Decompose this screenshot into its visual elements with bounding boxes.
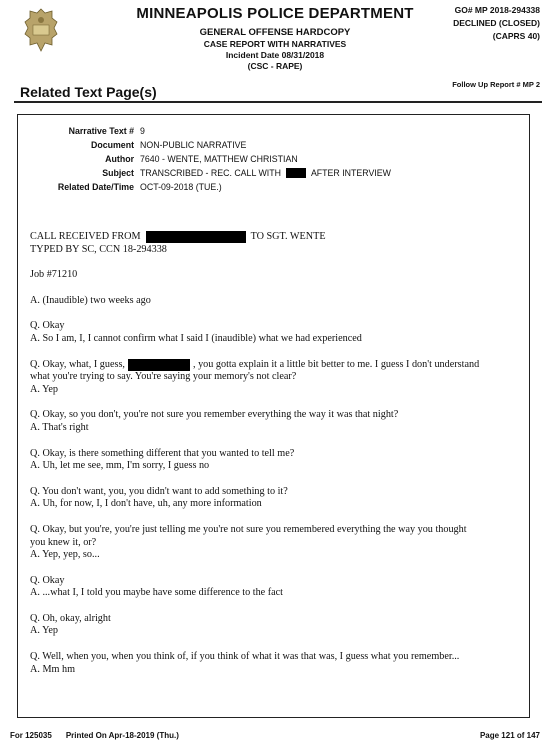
question-line: Q. Okay, is there something different that you wanted to tell me?	[30, 447, 295, 459]
meta-label: Subject	[102, 168, 134, 178]
transcript-block	[30, 524, 523, 562]
question-line: Q. Okay, so you don't, you're not sure you remember everything the way it was that night?	[30, 409, 399, 421]
follow-up-report-number: Follow Up Report # MP 2	[452, 80, 540, 89]
call-text-end: TO SGT. WENTE	[250, 231, 326, 242]
redaction-bar	[286, 168, 306, 178]
question-line-continued: you knew it, or?	[30, 536, 97, 548]
call-header	[30, 231, 523, 256]
meta-document-row	[34, 138, 391, 152]
meta-value: OCT-09-2018 (TUE.)	[140, 182, 222, 192]
report-type: GENERAL OFFENSE HARDCOPY	[199, 27, 351, 38]
answer-line: A. That's right	[30, 421, 89, 433]
transcript-block	[30, 448, 523, 473]
meta-value	[140, 166, 391, 180]
answer-line: A. Uh, let me see, mm, I'm sorry, I guess no	[30, 460, 210, 472]
redaction-bar	[128, 359, 190, 371]
narrative-transcript	[30, 231, 523, 689]
footer-page-number: Page 121 of 147	[479, 731, 540, 740]
police-badge-logo	[24, 8, 58, 52]
question-text-end: , you gotta explain it a little bit better to me. I guess I don't understand	[192, 358, 480, 370]
section-divider	[14, 101, 542, 103]
question-line: Q. Well, when you, when you think of, if you think of what it was that was, I guess what you remember...	[30, 651, 460, 663]
caprs-code: (CAPRS 40)	[492, 31, 540, 41]
question-line: Q. Okay	[30, 320, 65, 332]
transcript-block	[30, 359, 523, 397]
job-number: Job #71210	[30, 269, 78, 281]
call-line	[30, 231, 523, 244]
narrative-metadata	[34, 124, 391, 194]
transcript-block	[30, 320, 523, 345]
page-footer	[10, 731, 540, 740]
transcript-block	[30, 295, 523, 308]
transcript-block	[30, 651, 523, 676]
report-header	[120, 5, 430, 71]
question-line-continued: what you're trying to say. You're saying your memory's not clear?	[30, 371, 297, 383]
meta-date-row	[34, 180, 391, 194]
answer-line: A. Yep	[30, 625, 59, 637]
subject-text-start: TRANSCRIBED - REC. CALL WITH	[140, 168, 281, 178]
department-title: MINNEAPOLIS POLICE DEPARTMENT	[136, 5, 414, 22]
transcript-block	[30, 575, 523, 600]
incident-date: Incident Date 08/31/2018	[225, 50, 325, 60]
answer-line: A. So I am, I, I cannot confirm what I said I (inaudible) what we had experienced	[30, 332, 362, 344]
typed-by-line: TYPED BY SC, CCN 18-294338	[30, 243, 167, 255]
answer-line: A. Yep, yep, so...	[30, 549, 100, 561]
question-line: Q. You don't want, you, you didn't want to add something to it?	[30, 485, 288, 497]
offense-type: (CSC - RAPE)	[247, 61, 303, 71]
footer-printed-date: Printed On Apr-18-2019 (Thu.)	[65, 731, 179, 740]
meta-value: 7640 - WENTE, MATTHEW CHRISTIAN	[140, 154, 298, 164]
question-line	[30, 359, 523, 372]
meta-value: 9	[140, 126, 145, 136]
transcript-block	[30, 486, 523, 511]
question-line: Q. Oh, okay, alright	[30, 612, 111, 624]
meta-label: Narrative Text #	[68, 126, 134, 136]
answer-line: A. (Inaudible) two weeks ago	[30, 294, 151, 306]
question-line: Q. Okay	[30, 574, 65, 586]
answer-line: A. Yep	[30, 383, 59, 395]
meta-label: Author	[105, 154, 134, 164]
footer-for: For 125035	[10, 731, 52, 740]
answer-line: A. Uh, for now, I, I don't have, uh, any more information	[30, 498, 262, 510]
meta-narrative-row	[34, 124, 391, 138]
case-status-block	[453, 4, 540, 43]
go-number: GO# MP 2018-294338	[454, 5, 540, 15]
question-text-start: Q. Okay, what, I guess,	[30, 358, 125, 370]
answer-line: A. ...what I, I told you maybe have some difference to the fact	[30, 587, 283, 599]
meta-subject-row	[34, 166, 391, 180]
redaction-bar	[146, 231, 246, 243]
subject-text-end: AFTER INTERVIEW	[310, 168, 391, 178]
question-line: Q. Okay, but you're, you're just telling me you're not sure you remembered everything the way you thought	[30, 523, 467, 535]
meta-label: Document	[90, 140, 134, 150]
narrative-box	[17, 114, 530, 718]
meta-label: Related Date/Time	[57, 182, 134, 192]
section-title: Related Text Page(s)	[20, 84, 157, 100]
meta-value: NON-PUBLIC NARRATIVE	[140, 140, 247, 150]
case-status: DECLINED (CLOSED)	[453, 18, 540, 28]
transcript-block	[30, 409, 523, 434]
transcript-block	[30, 613, 523, 638]
call-text-start: CALL RECEIVED FROM	[30, 231, 141, 242]
answer-line: A. Mm hm	[30, 663, 75, 675]
report-format: CASE REPORT WITH NARRATIVES	[203, 39, 347, 49]
footer-left	[10, 731, 179, 740]
meta-author-row	[34, 152, 391, 166]
